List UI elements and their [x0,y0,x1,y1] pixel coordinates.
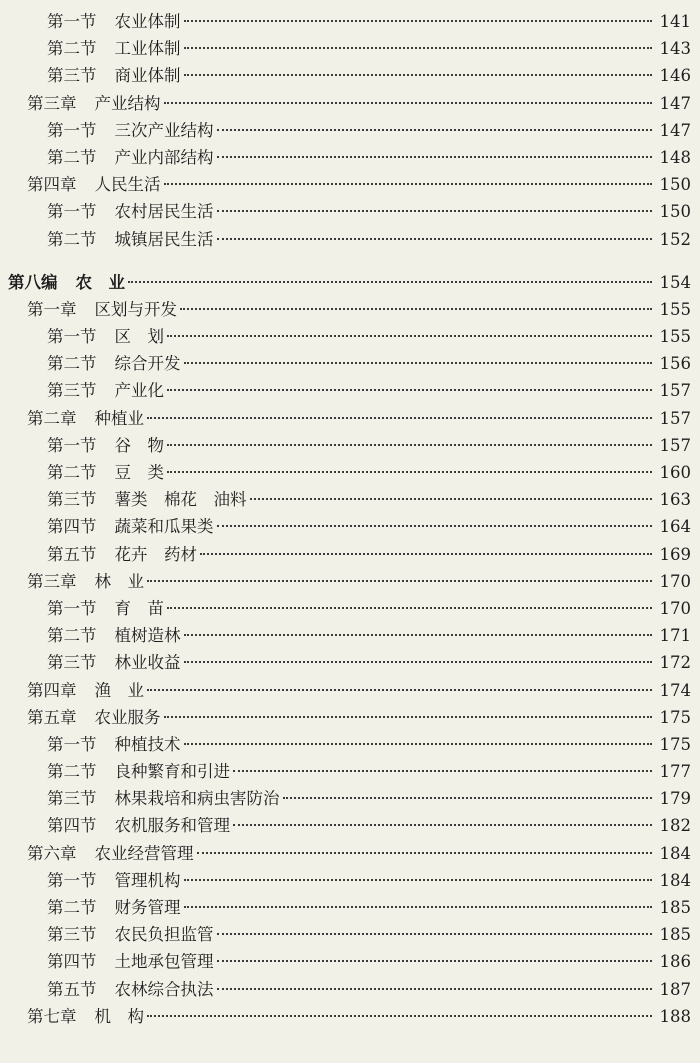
toc-entry-label [47,541,197,568]
toc-entry-label [47,323,164,350]
dot-leader [184,634,653,636]
dot-leader [217,960,653,962]
toc-entry-page-number: 147 [659,120,691,140]
toc-entry-number: 第三节 [47,925,97,945]
toc-entry-page-number: 172 [659,653,691,673]
toc-entry-section [0,948,700,975]
toc-entry-number: 第四节 [47,816,97,836]
toc-entry-number: 第一节 [47,327,97,347]
toc-entry-number: 第五节 [47,544,97,564]
toc-entry-title: 土地承包管理 [114,952,214,972]
toc-entry-label [47,894,181,921]
toc-entry-label [47,8,181,35]
toc-entry-label [47,649,181,676]
toc-entry-label [27,704,161,731]
toc-entry-title: 农业服务 [94,707,161,727]
dot-leader [217,933,653,935]
toc-entry-page-number: 171 [659,626,691,646]
toc-entry-number: 第二节 [47,898,97,917]
toc-entry-label [47,62,181,89]
dot-leader [147,580,652,582]
toc-entry-number: 第一节 [47,734,97,754]
toc-entry-page-number: 157 [659,435,691,455]
toc-entry-number: 第二节 [47,229,97,249]
toc-entry-title: 农 业 [75,272,125,292]
toc-entry-number: 第三节 [47,789,97,809]
toc-entry-number: 第一章 [27,299,77,319]
table-of-contents [0,8,700,1030]
toc-entry-number: 第四章 [27,680,77,700]
toc-entry-label [47,785,280,812]
toc-entry-label [47,432,164,459]
toc-entry-title: 三次产业结构 [114,120,214,140]
toc-entry-title: 谷 物 [114,435,164,455]
toc-entry-page-number: 170 [659,571,691,591]
toc-entry-title: 工业体制 [114,39,181,59]
toc-entry-section [0,595,700,622]
toc-entry-number: 第七章 [27,1006,77,1026]
toc-entry-number: 第一节 [47,870,97,890]
toc-entry-label [47,486,247,513]
toc-entry-section [0,144,700,171]
toc-entry-title: 管理机构 [114,870,181,890]
toc-entry-section [0,513,700,540]
toc-entry-title: 人民生活 [94,175,161,195]
toc-entry-title: 农业经营管理 [94,843,194,863]
toc-entry-title: 花卉 药材 [114,544,197,564]
toc-entry-label [27,840,194,867]
dot-leader [233,770,652,772]
toc-entry-section [0,432,700,459]
dot-leader [233,824,652,826]
dot-leader [167,471,652,473]
toc-entry-page-number: 177 [659,762,691,782]
toc-entry-page-number: 150 [659,202,691,222]
toc-entry-part [0,269,700,296]
toc-entry-section [0,785,700,812]
toc-entry-page-number: 182 [659,816,691,836]
dot-leader [217,988,653,990]
toc-entry-section [0,323,700,350]
toc-entry-chapter [0,405,700,432]
toc-entry-label [47,812,230,839]
toc-entry-label [27,677,144,704]
toc-entry-label [47,513,214,540]
dot-leader [164,183,653,185]
toc-entry-title: 农村居民生活 [114,202,214,222]
dot-leader [197,852,653,854]
dot-leader [200,553,652,555]
toc-entry-page-number: 184 [659,843,691,863]
toc-entry-chapter [0,840,700,867]
toc-entry-number: 第五章 [27,707,77,727]
toc-entry-title: 财务管理 [114,898,181,917]
toc-entry-title: 农机服务和管理 [114,816,230,836]
toc-entry-label [27,90,161,117]
toc-entry-page-number: 155 [659,299,691,319]
toc-entry-title: 产业化 [114,381,164,401]
toc-entry-label [8,269,125,296]
toc-entry-chapter [0,704,700,731]
toc-entry-number: 第一节 [47,202,97,222]
dot-leader [184,743,653,745]
toc-entry-number: 第三节 [47,653,97,673]
toc-entry-title: 育 苗 [114,598,164,618]
toc-entry-number: 第三节 [47,66,97,86]
toc-entry-chapter [0,568,700,595]
toc-entry-section [0,486,700,513]
dot-leader [184,47,653,49]
toc-entry-section [0,622,700,649]
toc-entry-page-number: 157 [659,381,691,401]
toc-entry-title: 综合开发 [114,354,181,374]
toc-entry-number: 第三节 [47,490,97,510]
dot-leader [184,362,653,364]
dot-leader [167,389,652,391]
toc-entry-number: 第四节 [47,517,97,537]
toc-entry-title: 产业内部结构 [114,147,214,167]
toc-entry-section [0,62,700,89]
toc-entry-section [0,35,700,62]
dot-leader [147,1015,652,1017]
toc-entry-page-number: 170 [659,598,691,618]
toc-entry-page-number: 154 [659,272,691,292]
toc-entry-chapter [0,296,700,323]
toc-entry-number: 第一节 [47,598,97,618]
toc-entry-page-number: 155 [659,327,691,347]
toc-entry-label [27,296,177,323]
dot-leader [164,102,653,104]
toc-entry-page-number: 148 [659,147,691,167]
toc-entry-section [0,731,700,758]
toc-entry-page-number: 143 [659,39,691,59]
toc-entry-page-number: 179 [659,789,691,809]
dot-leader [184,879,653,881]
toc-entry-title: 林业收益 [114,653,181,673]
toc-entry-title: 林果栽培和病虫害防治 [114,789,280,809]
dot-leader [167,444,652,446]
dot-leader [184,20,653,22]
toc-entry-number: 第三章 [27,571,77,591]
toc-entry-page-number: 184 [659,870,691,890]
toc-entry-number: 第一节 [47,12,97,31]
toc-entry-label [47,144,214,171]
toc-entry-page-number: 163 [659,490,691,510]
toc-entry-label [27,568,144,595]
toc-entry-label [47,226,214,253]
toc-entry-section [0,198,700,225]
toc-entry-label [47,948,214,975]
dot-leader [147,689,652,691]
toc-entry-section [0,8,700,35]
toc-entry-label [47,622,181,649]
toc-entry-section [0,377,700,404]
dot-leader [217,238,653,240]
toc-entry-number: 第二节 [47,626,97,646]
toc-entry-label [47,867,181,894]
toc-entry-page-number: 185 [659,925,691,945]
toc-entry-label [47,459,164,486]
toc-entry-number: 第二节 [47,147,97,167]
toc-entry-label [47,758,230,785]
toc-entry-page-number: 188 [659,1006,691,1026]
toc-entry-number: 第四节 [47,952,97,972]
toc-entry-number: 第二节 [47,463,97,482]
toc-entry-label [47,377,164,404]
dot-leader [180,308,652,310]
toc-entry-label [47,350,181,377]
toc-entry-title: 蔬菜和瓜果类 [114,517,214,537]
toc-entry-page-number: 141 [659,12,691,31]
toc-entry-title: 农业体制 [114,12,181,31]
toc-entry-title: 薯类 棉花 油料 [114,490,247,510]
dot-leader [184,906,653,908]
toc-entry-title: 区 划 [114,327,164,347]
toc-entry-title: 产业结构 [94,93,161,113]
toc-entry-page-number: 164 [659,517,691,537]
toc-entry-chapter [0,677,700,704]
toc-entry-title: 机 构 [94,1006,144,1026]
dot-leader [164,716,653,718]
toc-entry-label [47,595,164,622]
toc-entry-chapter [0,90,700,117]
toc-entry-number: 第二节 [47,354,97,374]
dot-leader [250,498,653,500]
toc-entry-label [27,171,161,198]
toc-entry-section [0,226,700,253]
toc-entry-page-number: 175 [659,734,691,754]
toc-entry-section [0,894,700,921]
toc-entry-number: 第四章 [27,175,77,195]
toc-entry-number: 第一节 [47,435,97,455]
toc-entry-section [0,976,700,1003]
toc-entry-title: 良种繁育和引进 [114,762,230,782]
toc-entry-label [47,117,214,144]
toc-entry-label [47,198,214,225]
toc-entry-number: 第八编 [8,272,58,292]
toc-entry-number: 第五节 [47,979,97,999]
dot-leader [167,335,652,337]
toc-entry-section [0,350,700,377]
toc-entry-number: 第二章 [27,408,77,428]
toc-entry-section [0,117,700,144]
toc-entry-label [47,976,214,1003]
toc-entry-page-number: 175 [659,707,691,727]
toc-entry-label [47,35,181,62]
toc-entry-page-number: 157 [659,408,691,428]
toc-entry-title: 种植业 [94,408,144,428]
toc-entry-title: 农民负担监管 [114,925,214,945]
toc-entry-title: 植树造林 [114,626,181,646]
toc-entry-title: 渔 业 [94,680,144,700]
toc-entry-label [47,731,181,758]
dot-leader [217,129,653,131]
toc-entry-number: 第一节 [47,120,97,140]
toc-entry-title: 林 业 [94,571,144,591]
toc-entry-title: 种植技术 [114,734,181,754]
toc-entry-title: 农林综合执法 [114,979,214,999]
toc-entry-page-number: 186 [659,952,691,972]
dot-leader [184,661,653,663]
toc-entry-page-number: 185 [659,898,691,917]
dot-leader [217,156,653,158]
toc-entry-page-number: 146 [659,66,691,86]
dot-leader [167,607,652,609]
dot-leader [184,74,653,76]
toc-entry-section [0,921,700,948]
dot-leader [283,797,653,799]
toc-entry-title: 城镇居民生活 [114,229,214,249]
toc-entry-page-number: 169 [659,544,691,564]
dot-leader [147,417,652,419]
toc-entry-page-number: 174 [659,680,691,700]
toc-entry-page-number: 147 [659,93,691,113]
dot-leader [128,281,652,283]
toc-entry-chapter [0,1003,700,1030]
toc-entry-number: 第三节 [47,381,97,401]
toc-entry-title: 区划与开发 [94,299,177,319]
toc-entry-number: 第二节 [47,39,97,59]
toc-entry-label [27,405,144,432]
toc-entry-label [27,1003,144,1030]
toc-entry-number: 第二节 [47,762,97,782]
toc-entry-title: 商业体制 [114,66,181,86]
toc-entry-page-number: 150 [659,175,691,195]
toc-entry-number: 第三章 [27,93,77,113]
toc-entry-chapter [0,171,700,198]
toc-entry-title: 豆 类 [114,463,164,482]
toc-entry-page-number: 156 [659,354,691,374]
toc-entry-section [0,649,700,676]
toc-entry-label [47,921,214,948]
toc-entry-section [0,867,700,894]
toc-entry-page-number: 152 [659,229,691,249]
toc-entry-page-number: 160 [659,463,691,482]
toc-entry-page-number: 187 [659,979,691,999]
dot-leader [217,210,653,212]
toc-entry-section [0,541,700,568]
toc-entry-number: 第六章 [27,843,77,863]
dot-leader [217,525,653,527]
toc-entry-section [0,459,700,486]
toc-entry-section [0,758,700,785]
toc-entry-section [0,812,700,839]
